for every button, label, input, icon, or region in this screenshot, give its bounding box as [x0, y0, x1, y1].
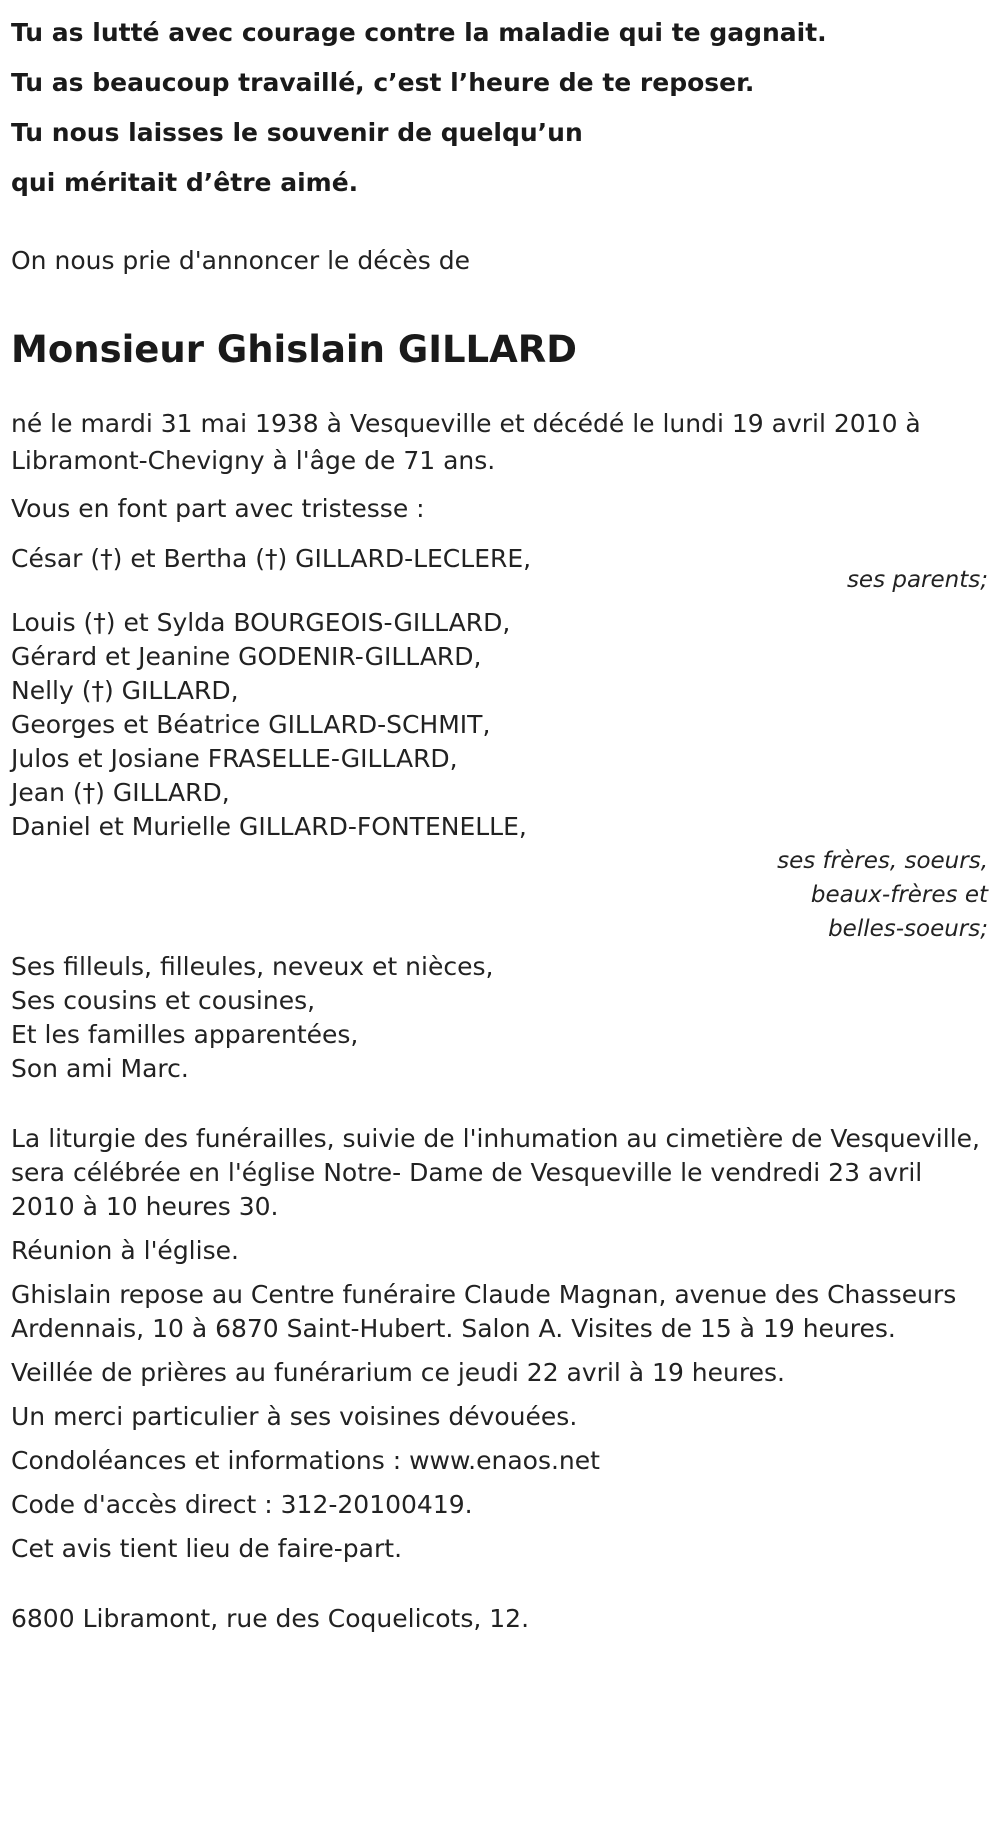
list-item: Jean (†) GILLARD, [11, 778, 230, 807]
list-item: Daniel et Murielle GILLARD-FONTENELLE, [11, 812, 527, 841]
poem-line: Tu nous laisses le souvenir de quelqu’un [11, 118, 583, 147]
other-relatives [11, 950, 999, 1086]
poem [11, 0, 999, 208]
notice-statement: Cet avis tient lieu de faire-part. [11, 1534, 403, 1563]
siblings-role-line: belles-soeurs; [828, 916, 988, 942]
announcement: On nous prie d'annoncer le décès de [11, 246, 470, 275]
parents-names: César (†) et Bertha (†) GILLARD-LECLERE, [11, 544, 532, 573]
parents-role: ses parents; [846, 567, 988, 593]
poem-line: qui méritait d’être aimé. [11, 168, 359, 197]
access-code: Code d'accès direct : 312-20100419. [11, 1490, 473, 1519]
liturgy-details: La liturgie des funérailles, suivie de l'inhumation au cimetière de Vesqueville, sera célébrée en l'église Notre- Dame de Vesqueville le vendredi 23 avril 2010 à 10 heures 30. [11, 1124, 980, 1221]
funeral-info [11, 1122, 999, 1566]
deceased-name: Monsieur Ghislain GILLARD [11, 328, 577, 371]
condolences-info: Condoléances et informations : www.enaos.net [11, 1446, 600, 1475]
list-item: Son ami Marc. [11, 1054, 189, 1083]
list-item: Louis (†) et Sylda BOURGEOIS-GILLARD, [11, 608, 511, 637]
list-item: Gérard et Jeanine GODENIR-GILLARD, [11, 642, 482, 671]
prayer-vigil: Veillée de prières au funérarium ce jeudi 22 avril à 19 heures. [11, 1358, 785, 1387]
list-item: Julos et Josiane FRASELLE-GILLARD, [11, 744, 458, 773]
siblings-role [11, 844, 988, 946]
birth-death-details: né le mardi 31 mai 1938 à Vesqueville et décédé le lundi 19 avril 2010 à Libramont-Chevigny à l'âge de 71 ans. [11, 409, 921, 475]
list-item: Et les familles apparentées, [11, 1020, 359, 1049]
list-item: Ses cousins et cousines, [11, 986, 316, 1015]
siblings-role-line: beaux-frères et [810, 882, 988, 908]
sharing-intro: Vous en font part avec tristesse : [11, 494, 425, 523]
siblings-role-line: ses frères, soeurs, [777, 848, 988, 874]
address: 6800 Libramont, rue des Coquelicots, 12. [11, 1604, 530, 1633]
resting-place: Ghislain repose au Centre funéraire Claude Magnan, avenue des Chasseurs Ardennais, 10 à 6870 Saint-Hubert. Salon A. Visites de 15 à 19 heures. [11, 1280, 957, 1343]
thanks-note: Un merci particulier à ses voisines dévouées. [11, 1402, 578, 1431]
siblings-group [11, 606, 999, 946]
siblings-list [11, 606, 999, 844]
list-item: Nelly (†) GILLARD, [11, 676, 239, 705]
poem-line: Tu as beaucoup travaillé, c’est l’heure de te reposer. [11, 68, 755, 97]
meeting-place: Réunion à l'église. [11, 1236, 239, 1265]
obituary-notice [11, 0, 999, 1636]
list-item: Georges et Béatrice GILLARD-SCHMIT, [11, 710, 491, 739]
parents-group [11, 539, 999, 600]
list-item: Ses filleuls, filleules, neveux et nièces, [11, 952, 494, 981]
poem-line: Tu as lutté avec courage contre la maladie qui te gagnait. [11, 18, 827, 47]
